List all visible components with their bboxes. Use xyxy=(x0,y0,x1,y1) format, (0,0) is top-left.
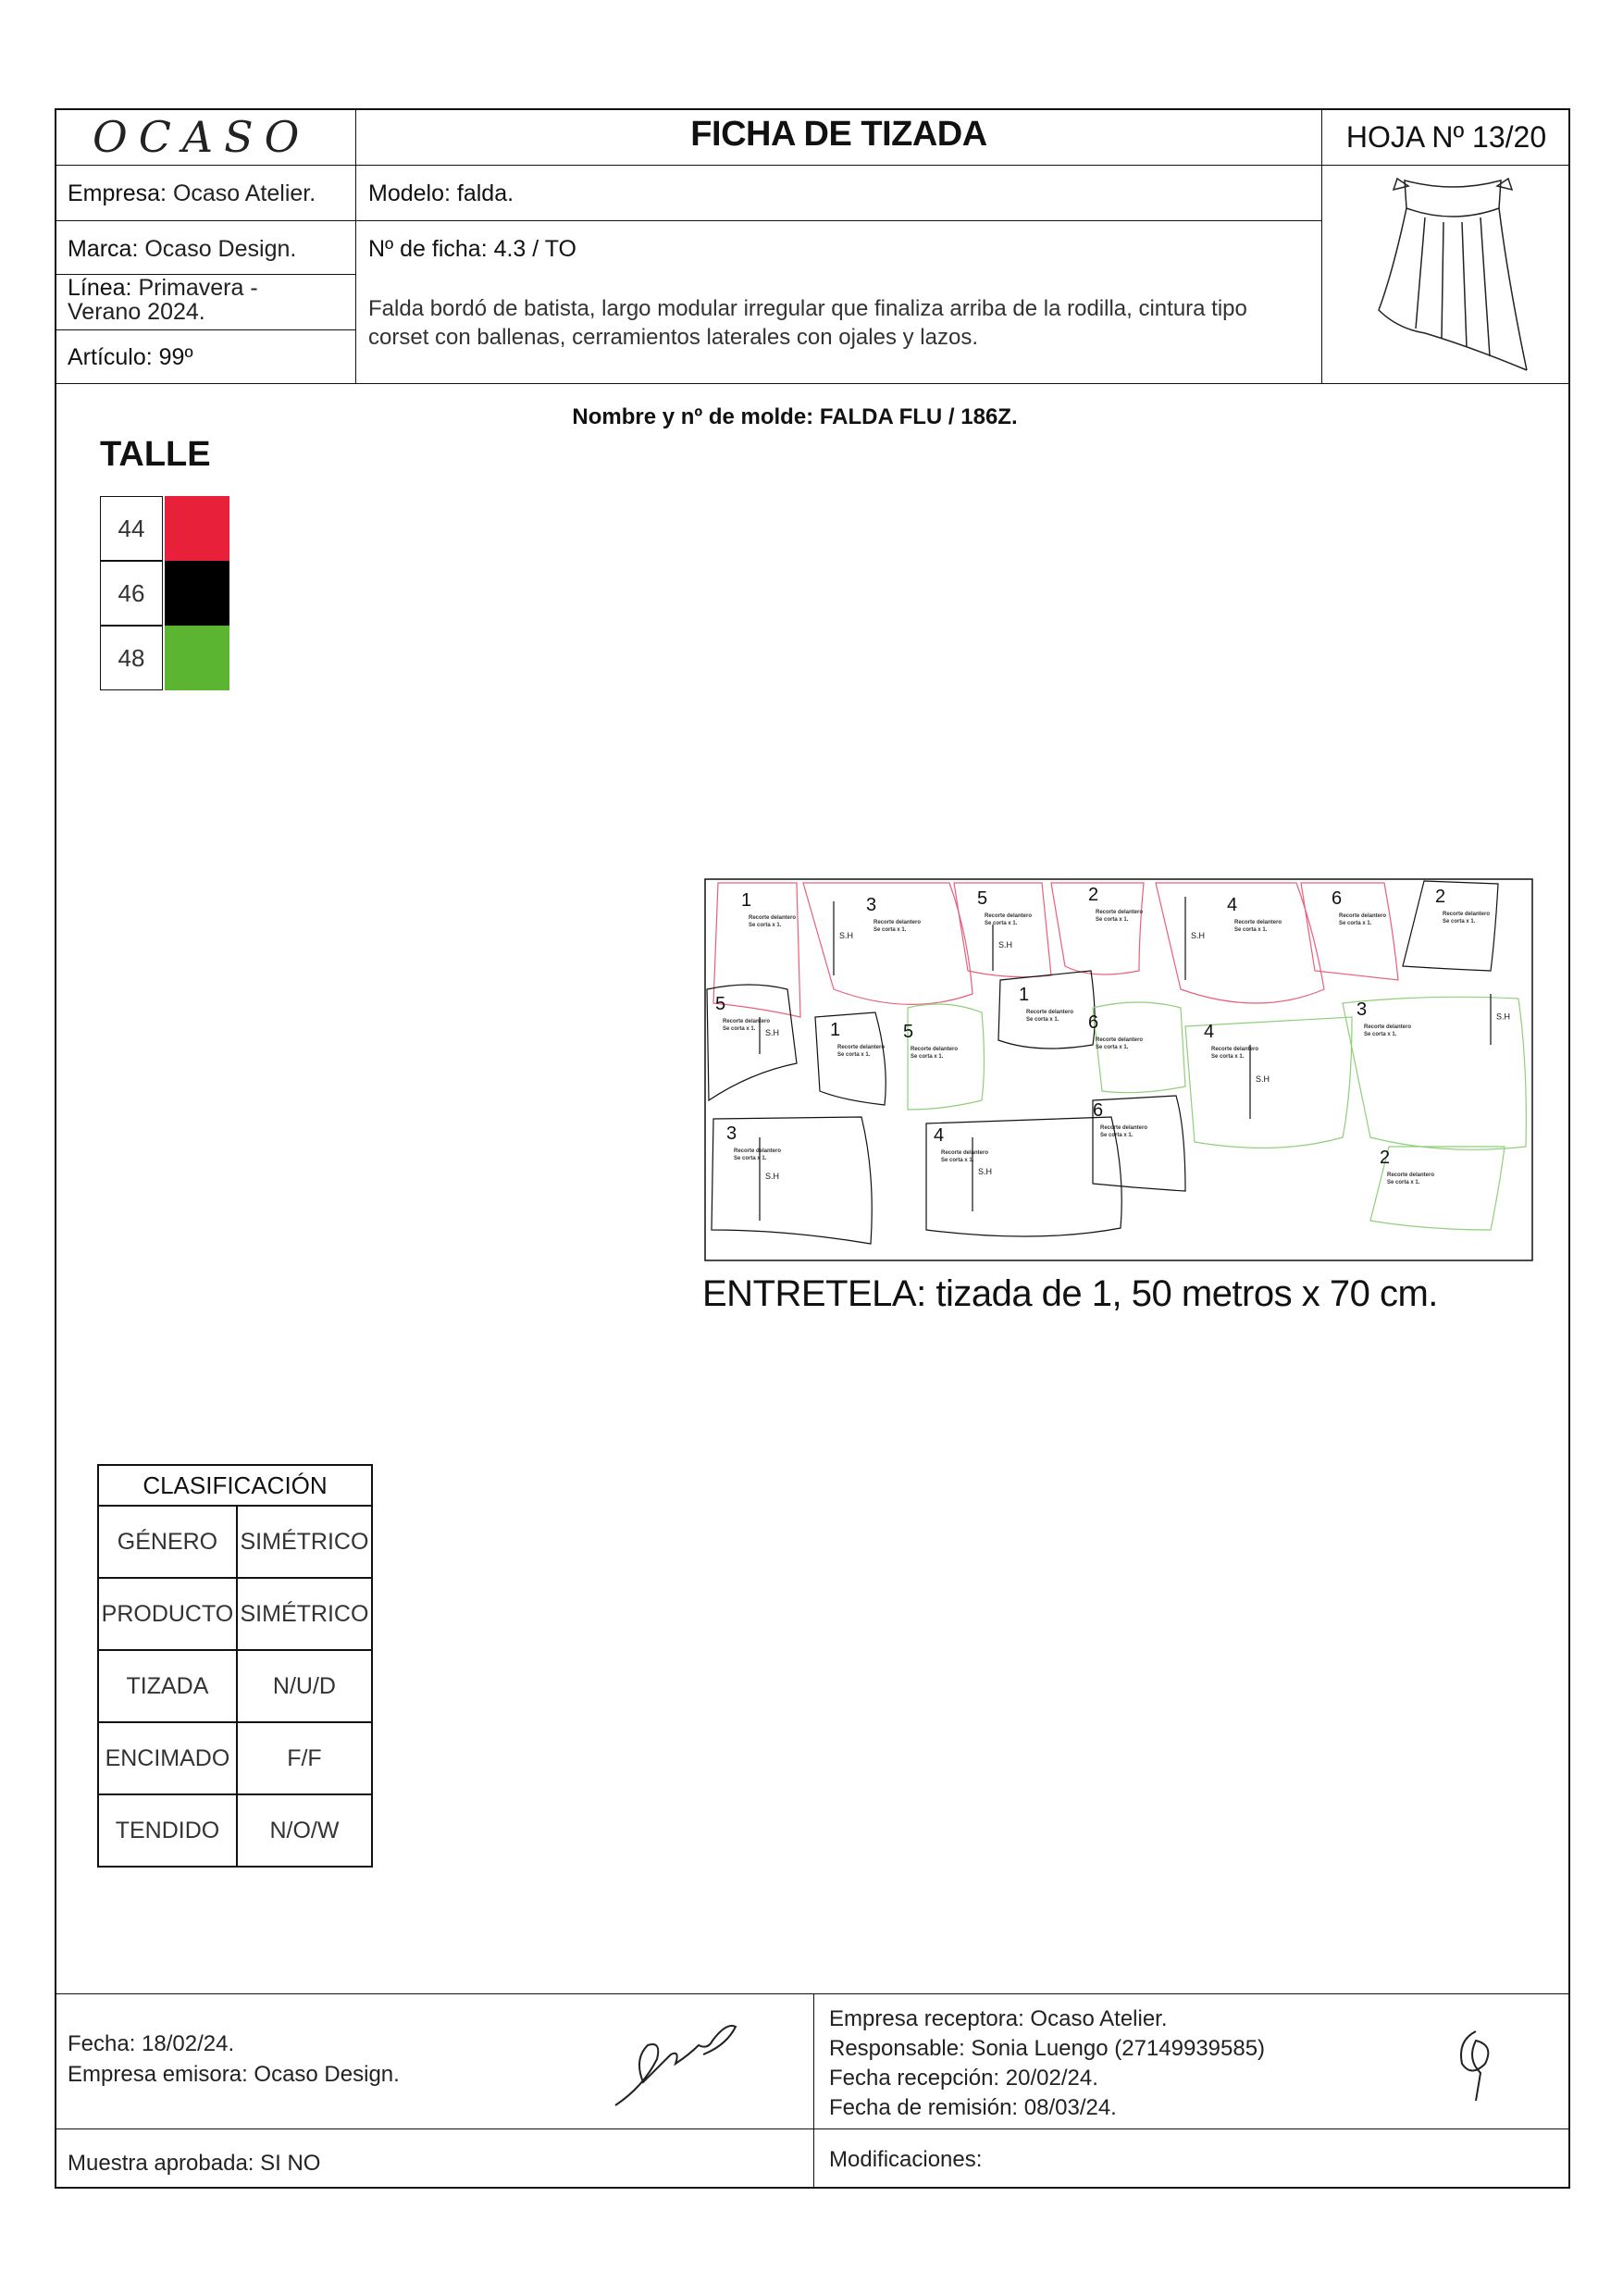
responsable: Responsable: Sonia Luengo (27149939585) xyxy=(829,2036,1266,2061)
talle-color-46 xyxy=(165,561,229,626)
piece-number: 2 xyxy=(1380,1148,1391,1168)
piece-number: 4 xyxy=(1227,895,1238,915)
table-row: TIZADA N/U/D xyxy=(98,1650,372,1722)
piece-label: Se corta x 1. xyxy=(723,1026,756,1032)
marker-frame xyxy=(705,879,1532,1260)
piece-number: 4 xyxy=(934,1125,945,1146)
piece-number: 6 xyxy=(1332,888,1343,909)
divider xyxy=(55,2128,1570,2129)
grain-label: S.H xyxy=(978,1167,993,1176)
piece-label: Recorte delantero xyxy=(837,1045,886,1050)
piece-number: 2 xyxy=(1435,887,1446,907)
piece-label: Se corta x 1. xyxy=(1364,1032,1397,1037)
skirt-sketch xyxy=(1369,171,1536,379)
linea-field: Línea: Primavera - Verano 2024. xyxy=(68,275,258,325)
piece-label: Se corta x 1. xyxy=(1443,919,1476,925)
divider xyxy=(55,329,356,330)
table-row: ENCIMADO F/F xyxy=(98,1722,372,1794)
piece-label: Recorte delantero xyxy=(941,1150,989,1156)
table-row: GÉNERO SIMÉTRICO xyxy=(98,1506,372,1578)
grain-label: S.H xyxy=(839,931,854,940)
talle-size-46: 46 xyxy=(100,561,163,626)
piece-number: 3 xyxy=(866,895,877,915)
piece-label: Se corta x 1. xyxy=(1339,921,1372,926)
divider xyxy=(55,220,1322,221)
divider xyxy=(55,383,1570,384)
piece-label: Recorte delantero xyxy=(1364,1024,1412,1030)
marca-field: Marca: Ocaso Design. xyxy=(68,236,297,262)
grain-label: S.H xyxy=(765,1028,780,1037)
piece-label: Se corta x 1. xyxy=(911,1054,944,1060)
piece-label: Se corta x 1. xyxy=(1387,1180,1420,1185)
piece-label: Se corta x 1. xyxy=(985,921,1018,926)
piece-label: Recorte delantero xyxy=(985,913,1033,919)
piece-number: 6 xyxy=(1088,1012,1099,1033)
clasificacion-table xyxy=(97,1464,373,1868)
marker-caption: ENTRETELA: tizada de 1, 50 metros x 70 cm. xyxy=(702,1273,1438,1314)
piece-label: Recorte delantero xyxy=(1339,913,1387,919)
piece-label: Recorte delantero xyxy=(749,915,797,921)
piece-number: 4 xyxy=(1204,1022,1215,1042)
grain-label: S.H xyxy=(998,940,1013,949)
piece-number: 2 xyxy=(1088,885,1099,905)
piece-label: Se corta x 1. xyxy=(1026,1017,1059,1023)
piece-number: 1 xyxy=(741,890,752,911)
piece-label: Se corta x 1. xyxy=(837,1052,871,1058)
fecha-remision: Fecha de remisión: 08/03/24. xyxy=(829,2095,1117,2120)
talle-color-48 xyxy=(165,626,229,690)
piece-label: Se corta x 1. xyxy=(734,1156,767,1161)
piece-label: Se corta x 1. xyxy=(1100,1133,1134,1138)
piece-number: 5 xyxy=(715,994,726,1014)
talle-title: TALLE xyxy=(100,435,211,474)
piece-label: Se corta x 1. xyxy=(749,923,782,928)
piece-label: Recorte delantero xyxy=(873,920,922,925)
piece-label: Recorte delantero xyxy=(1387,1173,1435,1178)
piece-number: 3 xyxy=(726,1123,737,1144)
ficha-field: Nº de ficha: 4.3 / TO xyxy=(368,236,576,262)
piece-label: Recorte delantero xyxy=(1026,1010,1074,1015)
molde-title: Nombre y nº de molde: FALDA FLU / 186Z. xyxy=(572,404,1018,429)
grain-label: S.H xyxy=(1496,1011,1511,1022)
piece-label: Recorte delantero xyxy=(1211,1047,1259,1052)
piece-number: 6 xyxy=(1093,1100,1104,1121)
piece-number: 5 xyxy=(977,888,988,909)
grain-label: S.H xyxy=(1256,1074,1270,1084)
description: Falda bordó de batista, largo modular irregular que finaliza arriba de la rodilla, cintura tipo corset con ballenas, cerramientos laterales con ojales y lazos. xyxy=(368,296,1247,350)
piece-label: Recorte delantero xyxy=(1096,910,1144,915)
piece-label: Se corta x 1. xyxy=(941,1158,974,1163)
divider xyxy=(55,1993,1570,1994)
piece-label: Se corta x 1. xyxy=(1096,917,1129,923)
talle-size-48: 48 xyxy=(100,626,163,690)
fecha-emision: Fecha: 18/02/24. xyxy=(68,2031,235,2056)
signature-receptora xyxy=(1448,2022,1504,2105)
empresa-receptora: Empresa receptora: Ocaso Atelier. xyxy=(829,2006,1168,2031)
piece-label: Recorte delantero xyxy=(1100,1125,1148,1131)
piece-label: Recorte delantero xyxy=(1096,1037,1144,1043)
empresa-emisora: Empresa emisora: Ocaso Design. xyxy=(68,2062,400,2087)
articulo-field: Artículo: 99º xyxy=(68,344,193,370)
fecha-recepcion: Fecha recepción: 20/02/24. xyxy=(829,2066,1098,2091)
clasificacion-title: CLASIFICACIÓN xyxy=(98,1465,372,1506)
piece-label: Recorte delantero xyxy=(723,1019,771,1024)
marker-layout xyxy=(704,878,1533,1261)
piece-label: Se corta x 1. xyxy=(1211,1054,1245,1060)
signature-emisora xyxy=(606,2004,745,2115)
muestra-aprobada: Muestra aprobada: SI NO xyxy=(68,2151,321,2176)
ocaso-logo: OCASO xyxy=(93,112,311,162)
divider xyxy=(55,165,1570,166)
piece-label: Recorte delantero xyxy=(1234,920,1282,925)
piece-label: Se corta x 1. xyxy=(1234,927,1268,933)
modelo-field: Modelo: falda. xyxy=(368,180,514,206)
grain-label: S.H xyxy=(765,1172,780,1181)
piece-number: 5 xyxy=(903,1022,914,1042)
piece-number: 3 xyxy=(1357,999,1368,1020)
divider xyxy=(813,1993,814,2189)
page-title: FICHA DE TIZADA xyxy=(690,115,987,154)
piece-label: Recorte delantero xyxy=(1443,912,1491,917)
empresa-field: Empresa: Ocaso Atelier. xyxy=(68,180,316,206)
modificaciones: Modificaciones: xyxy=(829,2147,983,2172)
table-row: TENDIDO N/O/W xyxy=(98,1794,372,1867)
table-row: PRODUCTO SIMÉTRICO xyxy=(98,1578,372,1650)
grain-label: S.H xyxy=(1191,931,1206,940)
piece-label: Recorte delantero xyxy=(911,1047,959,1052)
piece-label: Recorte delantero xyxy=(734,1148,782,1154)
piece-label: Se corta x 1. xyxy=(873,927,907,933)
piece-number: 1 xyxy=(1019,985,1030,1005)
talle-size-44: 44 xyxy=(100,496,163,561)
talle-color-44 xyxy=(165,496,229,561)
piece-label: Se corta x 1. xyxy=(1096,1045,1129,1050)
sheet-number: HOJA Nº 13/20 xyxy=(1345,120,1547,154)
piece-number: 1 xyxy=(830,1020,841,1040)
